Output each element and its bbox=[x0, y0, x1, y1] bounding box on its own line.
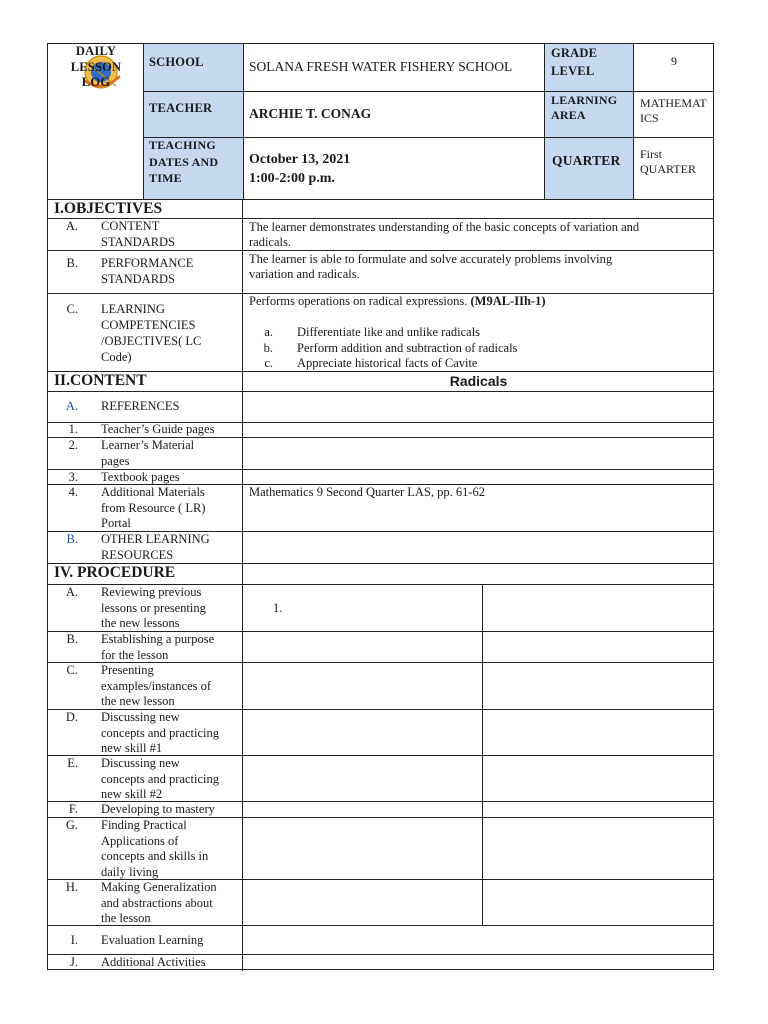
competencies-list bbox=[249, 325, 517, 372]
ref-additional-materials-value: Mathematics 9 Second Quarter LAS, pp. 61-62 bbox=[249, 485, 486, 499]
teaching-dates-label: TEACHING DATES AND TIME bbox=[149, 138, 219, 185]
objectives-title: I.OBJECTIVES bbox=[54, 200, 163, 217]
performance-standards-text: The learner is able to formulate and solve accurately problems involving variation and radicals. bbox=[249, 252, 613, 281]
procedure-a-value: 1. bbox=[273, 601, 283, 615]
lesson-log-table: DAILY LESSON LOG SCHOOL SOLANA FRESH WATER FISHERY SCHOOL GRADE LEVEL 9 TEACHER ARCHIE T. CONAG LEARNING AREA MATHEMAT ICS TEACHING DATES AND TIME October 13, 2021 1:00-2:00 p.m. QUARTER First QUARTER I.OBJECTIVES A. CONTENT STANDARDS The learner demonstrates understanding of the basic concepts of variation and radicals. B. PERFORMANCE STANDARDS The learner is able to formulate and solve accurately problems involving variation and radicals. C. LEARNING COMPETENCIES /OBJECTIVES( LC Code) Performs operations on radical expressions. (M9AL-IIh-1) a. Differentiate like and unlike radicals b. Perform addition and subtraction of radicals c. Appreciate historical facts of Cavite II.CONTENT Radicals A. REFERENCES 1. Teacher’s Guide pages 2. Learner’s Material pages 3. Textbook pages 4. Additional Materials from Resource ( LR) Portal Mathematics 9 Second Quarter LAS, pp. 61-62 B. OTHER LEARNING RESOURCES IV. PROCEDURE A. Reviewing previous lessons or presenting the new lessons 1. B. Establishing a purpose for the lesson C. Presenting examples/instances of the new lesson D. Discussing new concepts and practicing new skill #1 E. Discussing new concepts and practicing new skill #2 F. Developing to mastery G. Finding Practical Applications of concepts and skills in daily living H. Making Generalization and abstractions about the lesson I. Evaluation Learning J. Additional Activities bbox=[47, 43, 714, 970]
school-value: SOLANA FRESH WATER FISHERY SCHOOL bbox=[249, 59, 513, 74]
learning-area-label: LEARNING AREA bbox=[551, 93, 618, 122]
log-title: DAILY LESSON LOG bbox=[70, 44, 122, 89]
quarter-label: QUARTER bbox=[552, 153, 621, 168]
content-title: II.CONTENT bbox=[54, 372, 147, 389]
competency-item: c. Appreciate historical facts of Cavite bbox=[264, 356, 478, 370]
content-standards-text: The learner demonstrates understanding of the basic concepts of variation and radicals. bbox=[249, 220, 640, 249]
school-label: SCHOOL bbox=[149, 55, 204, 69]
competency-item: b. Perform addition and subtraction of radicals bbox=[263, 340, 518, 355]
learning-area-value: MATHEMAT ICS bbox=[640, 96, 707, 125]
content-topic: Radicals bbox=[449, 373, 508, 389]
teacher-label: TEACHER bbox=[149, 101, 213, 115]
procedure-title: IV. PROCEDURE bbox=[54, 564, 176, 581]
grade-level-label: GRADE LEVEL bbox=[551, 46, 598, 78]
teaching-dates-value: October 13, 2021 1:00-2:00 p.m. bbox=[249, 152, 351, 186]
teacher-value: ARCHIE T. CONAG bbox=[249, 106, 372, 121]
quarter-value: First QUARTER bbox=[640, 147, 696, 176]
competency-item: a. Differentiate like and unlike radicals bbox=[264, 325, 481, 339]
grade-level-value: 9 bbox=[671, 54, 677, 68]
competencies-intro: Performs operations on radical expressions. (M9AL-IIh-1) bbox=[249, 294, 546, 308]
